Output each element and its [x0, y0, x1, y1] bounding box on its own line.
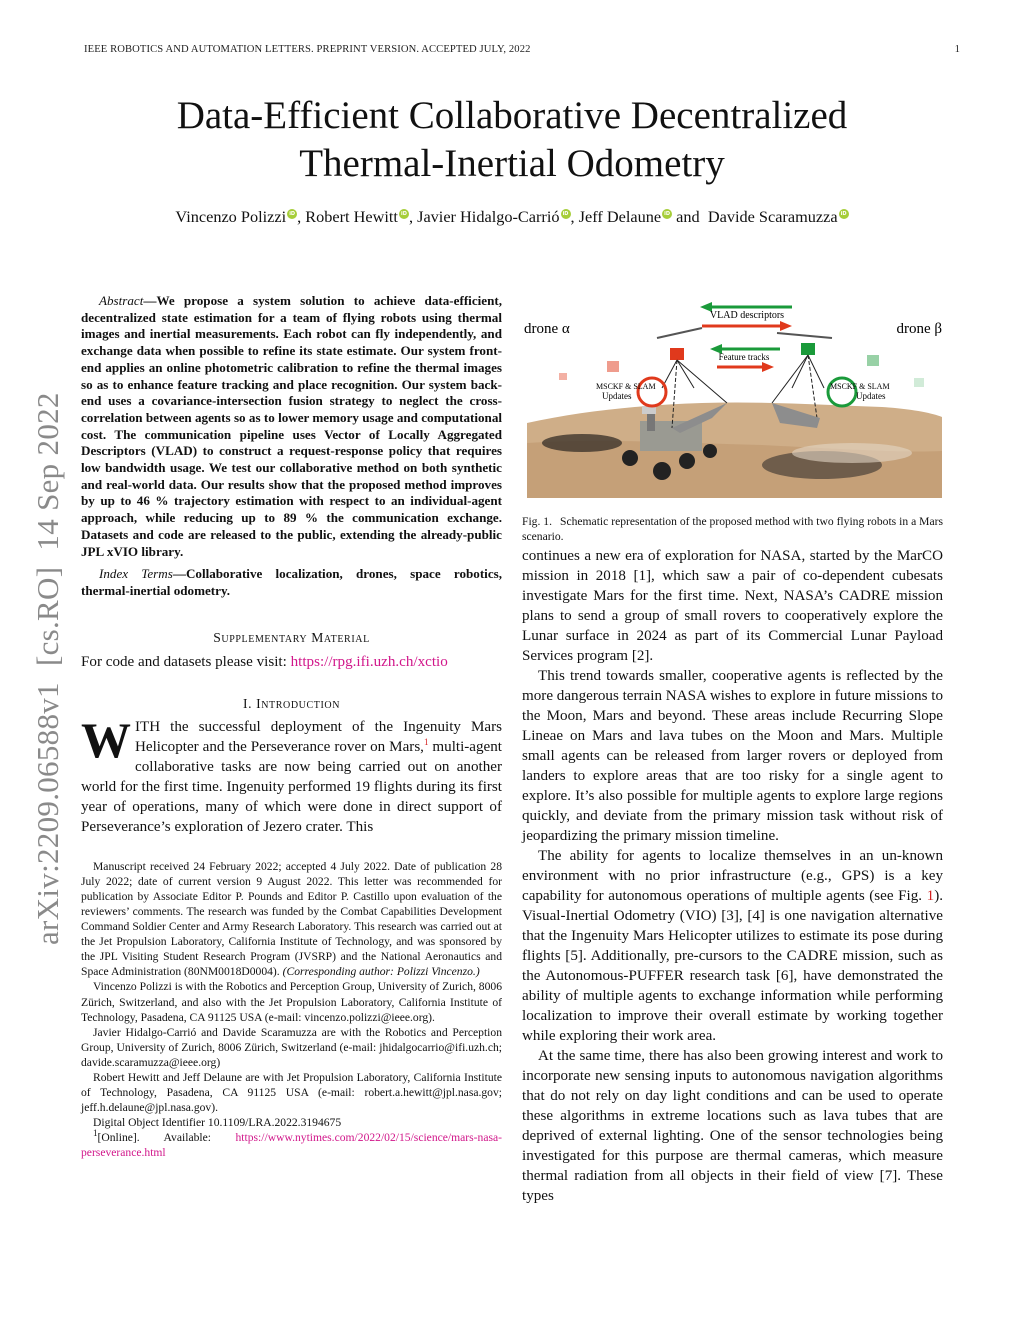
figure-1 [522, 293, 943, 511]
author-separator: , [408, 207, 418, 226]
figure-number: Fig. 1. [522, 515, 552, 528]
intro-paragraph-1-cont: continues a new era of exploration for NASA, started by the MarCO mission in 2018 [1], which saw a pair of co-dependent cubesats investigate Mars for the first time. Next, NASA’s CADRE mission plans to send a group of small rovers to cooperatively explore the Lunar surface in 2024 as part of its Commercial Lunar Payload Services program [2]. [522, 548, 943, 664]
abstract-label: Abstract [99, 293, 144, 308]
intro-p3-text-cont: ). Visual-Inertial Odometry (VIO) [3], [4] is one navigation alternative that the Ingenuity Mars Helicopter utilizes to estimate its pose during flights [5]. Additionally, pre-cursors to the CADRE mission, such as the Autonomous-PUFFER research task [6], have demonstrated the ability of multiple agents to exchange information while performing localization to improve their overall estimate by working together while exploring their work area. [522, 888, 943, 1044]
orcid-icon[interactable]: iD [399, 209, 409, 219]
msckf-left-label: MSCKF & SLAM [596, 382, 656, 391]
abstract [81, 293, 502, 560]
author-separator: , [570, 207, 579, 226]
affiliation-1: Vincenzo Polizzi is with the Robotics and Perception Group, University of Zurich, 8006 Zürich, Switzerland, and also with the Jet Propulsion Laboratory, California Institute of Technology, Pasadena, CA 91125 USA (e-mail: vincenzo.polizzi@ieee.org). [81, 980, 502, 1024]
abstract-text: We propose a system solution to achieve data-efficient, decentralized state estimation for a team of flying robots using thermal images and inertial measurements. Each robot can fly independently, and exchange data when possible to refine its state estimate. Our system front-end applies an online photometric calibration to refine the thermal images so as to enhance feature tracking and place recognition. Our system back-end uses a covariance-intersection fusion strategy to neglect the cross-correlation between agents so as to lower memory usage and computational cost. The communication pipeline uses Vector of Locally Aggregated Descriptors (VLAD) to construct a request-response policy that requires low bandwidth usage. We test our collaborative method on both synthetic and real-world data. Our results show that the proposed method improves by up to 46 % trajectory estimation with respect to an individual-agent approach, while reducing up to 89 % the communication exchange. Datasets and code are released to the public, extending the already-public JPL xVIO library. [81, 293, 502, 559]
intro-paragraph-4: At the same time, there has also been growing interest and work to incorporate new sensing inputs to autonomous navigation algorithms that do not rely on day light conditions and can be used to operate these algorithms in extreme locations such as lava tubes that are deprived of external lighting. One of the sensor technologies being investigated for this purpose are thermal cameras, which measure thermal radiation from all objects in their field of view [7]. These types [522, 1048, 943, 1204]
footnote-mark: 1 [93, 1128, 98, 1139]
orcid-icon[interactable]: iD [839, 209, 849, 219]
arxiv-stamp: arXiv:2209.06588v1 [cs.RO] 14 Sep 2022 [30, 392, 65, 945]
intro-p1-text-cont: multi-agent collaborative tasks are now being carried out on another world for the first time. Ingenuity performed 19 flights during its first year of operations, many of which were done in direct support of Perseverance’s exploration of Jezero crater. This [81, 738, 502, 835]
title-line-1: Data-Efficient Collaborative Decentralized [176, 94, 848, 137]
index-terms-text: Collaborative localization, drones, space robotics, thermal-inertial odometry. [81, 566, 502, 598]
msckf-right-label: MSCKF & SLAM [830, 382, 890, 391]
drone-alpha-label: drone α [524, 321, 570, 337]
author-name: Davide Scaramuzza [707, 207, 838, 226]
abstract-dash: — [143, 293, 157, 308]
running-head [84, 44, 960, 55]
drop-cap: W [81, 711, 131, 768]
figure-1-caption [522, 515, 943, 544]
right-column [522, 293, 943, 1206]
orcid-icon[interactable]: iD [287, 209, 297, 219]
introduction-heading: I. Introduction [242, 695, 341, 711]
index-terms-dash: — [172, 566, 186, 582]
intro-paragraph-1 [81, 711, 502, 837]
footnote-1-text: [Online]. Available: [97, 1131, 236, 1145]
author-name: Robert Hewitt [305, 207, 398, 226]
left-column [81, 293, 502, 1161]
affiliation-2: Javier Hidalgo-Carrió and Davide Scaramuzza are with the Robotics and Perception Group, University of Zurich, 8006 Zürich, Switzerland (e-mail: jhidalgocarrio@ifi.uzh.ch; davide.scaramuzza@ieee.org) [81, 1025, 502, 1069]
author-name: Javier Hidalgo-Carrió [417, 207, 560, 226]
manuscript-note [81, 859, 502, 980]
vlad-label: VLAD descriptors [709, 310, 785, 321]
supplementary-text [81, 652, 502, 672]
author-list [0, 207, 1024, 227]
title-line-2: Thermal-Inertial Odometry [299, 142, 725, 185]
intro-paragraph-3 [522, 846, 943, 1046]
journal-name: IEEE ROBOTICS AND AUTOMATION LETTERS. PREPRINT VERSION. ACCEPTED JULY, 2022 [84, 44, 531, 55]
index-terms-label: Index Terms [99, 566, 173, 582]
figure-1-illustration [522, 293, 943, 511]
footnotes [81, 859, 502, 1161]
footnote-1-link[interactable]: https://www.nytimes.com/2022/02/15/science/mars-nasa-perseverance.html [81, 1131, 502, 1160]
feature-tracks-label: Feature tracks [718, 352, 770, 362]
intro-p3-text: The ability for agents to localize themselves in an un-known environment with no prior infrastructure (e.g., GPS) is a key capability for autonomous operations of multiple agents (see Fig. [522, 848, 943, 904]
author-separator: and [672, 207, 704, 226]
affiliation-3: Robert Hewitt and Jeff Delaune are with Jet Propulsion Laboratory, California Institute of Technology, Pasadena, CA 91125 USA (e-mail: robert.a.hewitt@jpl.nasa.gov; jeff.h.delaune@jpl.nasa.gov). [81, 1070, 502, 1115]
author-separator: , [297, 207, 306, 226]
footnote-1 [81, 1130, 502, 1160]
intro-p1-text: ITH the successful deployment of the Ingenuity Mars Helicopter and the Perseverance rover on Mars, [135, 718, 502, 755]
author-name: Jeff Delaune [578, 207, 662, 226]
index-terms [81, 566, 502, 599]
drone-beta-label: drone β [896, 321, 942, 337]
orcid-icon[interactable]: iD [561, 209, 571, 219]
intro-paragraph-2: This trend towards smaller, cooperative agents is reflected by the more dangerous terrain NASA wishes to explore in future missions to the Moon, Mars and beyond. These areas include Recurring Slope Lineae on Mars and lava tubes on the Moon and Mars. Multiple small agents can be released from larger rovers or deployed from landers to explore areas that are too risky for a single agent to explore. It’s also possible for multiple agents to explore large regions quickly, and deviate from the primary mission task without risk of jeopardizing the primary mission timeline. [522, 668, 943, 844]
page-number: 1 [954, 44, 960, 55]
manuscript-text: Manuscript received 24 February 2022; accepted 4 July 2022. Date of publication 28 July 2022; date of current version 9 August 2022. This letter was recommended for publication by Associate Editor P. Pounds and Editor P. Castillo upon evaluation of the reviewers’ comments. The research was funded by the Combat Capabilities Development Command Soldier Center and Army Research Laboratory. This research was carried out at the Jet Propulsion Laboratory, California Institute of Technology, and was sponsored by the JPL Visiting Student Research Program (JVSRP) and the National Aeronautics and Space Administration (80NM0018D0004). [81, 859, 502, 979]
updates-right-label: Updates [856, 391, 886, 401]
doi: Digital Object Identifier 10.1109/LRA.2022.3194675 [93, 1116, 342, 1130]
figure-ref-link[interactable]: 1 [926, 888, 935, 904]
corresponding-author: (Corresponding author: Polizzi Vincenzo.) [282, 965, 480, 979]
supplementary-heading: Supplementary Material [213, 629, 370, 645]
orcid-icon[interactable]: iD [662, 209, 672, 219]
supplementary-link[interactable]: https://rpg.ifi.uzh.ch/xctio [290, 653, 448, 670]
paper-title [0, 92, 1024, 188]
author-name: Vincenzo Polizzi [175, 207, 287, 226]
caption-text: Schematic representation of the proposed method with two flying robots in a Mars scenario. [522, 515, 943, 543]
footnote-ref[interactable]: 1 [423, 736, 429, 747]
supplementary-label: For code and datasets please visit: [81, 653, 291, 670]
updates-left-label: Updates [602, 391, 632, 401]
